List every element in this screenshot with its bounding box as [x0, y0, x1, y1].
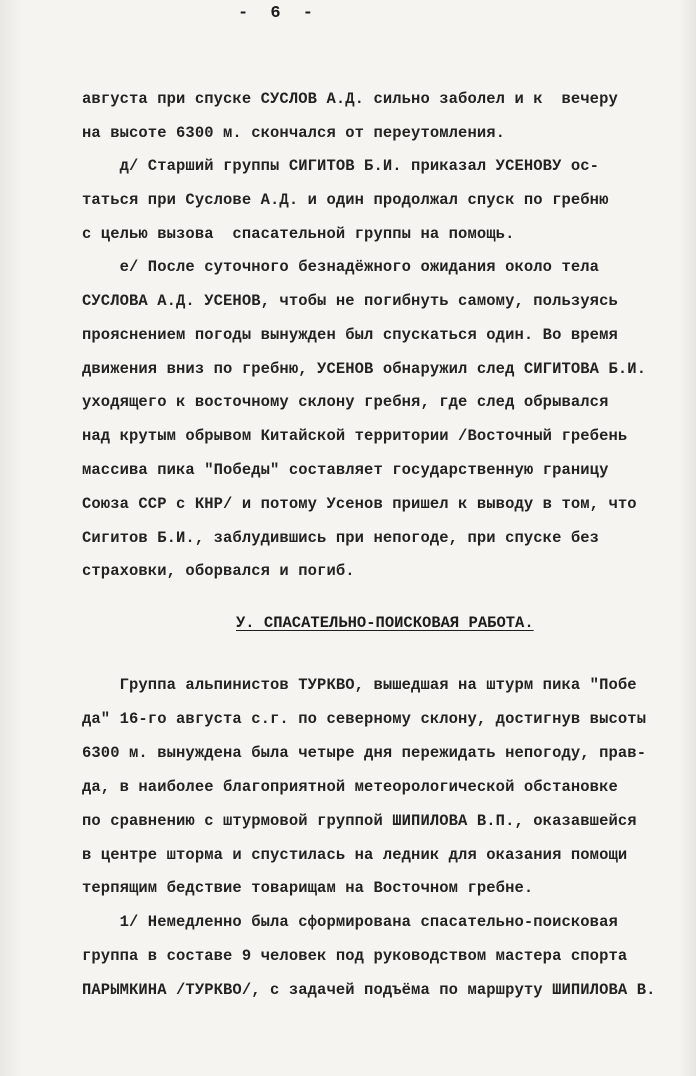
text-line: массива пика "Победы" составляет государственную границу — [82, 461, 609, 479]
text-line: е/ После суточного безнадёжного ожидания около тела — [82, 258, 600, 276]
page-number: - 6 - — [238, 4, 320, 23]
text-line: движения вниз по гребню, УСЕНОВ обнаружил след СИГИТОВА Б.И. — [82, 360, 647, 378]
text-line: страховки, оборвался и погиб. — [82, 562, 355, 580]
text-line: Союза ССР с КНР/ и потому Усенов пришел к выводу в том, что — [82, 495, 637, 513]
text-line: августа при спуске СУСЛОВ А.Д. сильно заболел и к вечеру — [82, 90, 618, 108]
text-line: 6300 м. вынуждена была четыре дня пережидать непогоду, прав- — [82, 744, 647, 762]
text-line: Сигитов Б.И., заблудившись при непогоде, при спуске без — [82, 529, 600, 547]
text-line: 1/ Немедленно была сформирована спасательно-поисковая — [82, 913, 618, 931]
text-line: ПАРЫМКИНА /ТУРКВО/, с задачей подъёма по маршруту ШИПИЛОВА В. — [82, 981, 656, 999]
text-line: СУСЛОВА А.Д. УСЕНОВ, чтобы не погибнуть самому, пользуясь — [82, 292, 618, 310]
text-line: прояснением погоды вынужден был спускаться один. Во время — [82, 326, 618, 344]
section-heading: У. СПАСАТЕЛЬНО-ПОИСКОВАЯ РАБОТА. — [236, 614, 534, 632]
text-line: по сравнению с штурмовой группой ШИПИЛОВА В.П., оказавшейся — [82, 812, 637, 830]
text-line: д/ Старший группы СИГИТОВ Б.И. приказал УСЕНОВУ ос- — [82, 157, 600, 175]
text-line: Группа альпинистов ТУРКВО, вышедшая на штурм пика "Побе — [82, 676, 637, 694]
text-line: с целью вызова спасательной группы на помощь. — [82, 225, 515, 243]
text-line: да, в наиболее благоприятной метеорологической обстановке — [82, 778, 618, 796]
text-line: группа в составе 9 человек под руководством мастера спорта — [82, 947, 628, 965]
text-line: таться при Суслове А.Д. и один продолжал спуск по гребню — [82, 191, 609, 209]
text-line: на высоте 6300 м. скончался от переутомления. — [82, 124, 506, 142]
text-line: терпящим бедствие товарищам на Восточном гребне. — [82, 879, 534, 897]
text-line: уходящего к восточному склону гребня, где след обрывался — [82, 393, 609, 411]
text-line: над крутым обрывом Китайской территории /Восточный гребень — [82, 427, 628, 445]
text-line: в центре шторма и спустилась на ледник для оказания помощи — [82, 846, 628, 864]
text-line: да" 16-го августа с.г. по северному склону, достигнув высоты — [82, 710, 647, 728]
